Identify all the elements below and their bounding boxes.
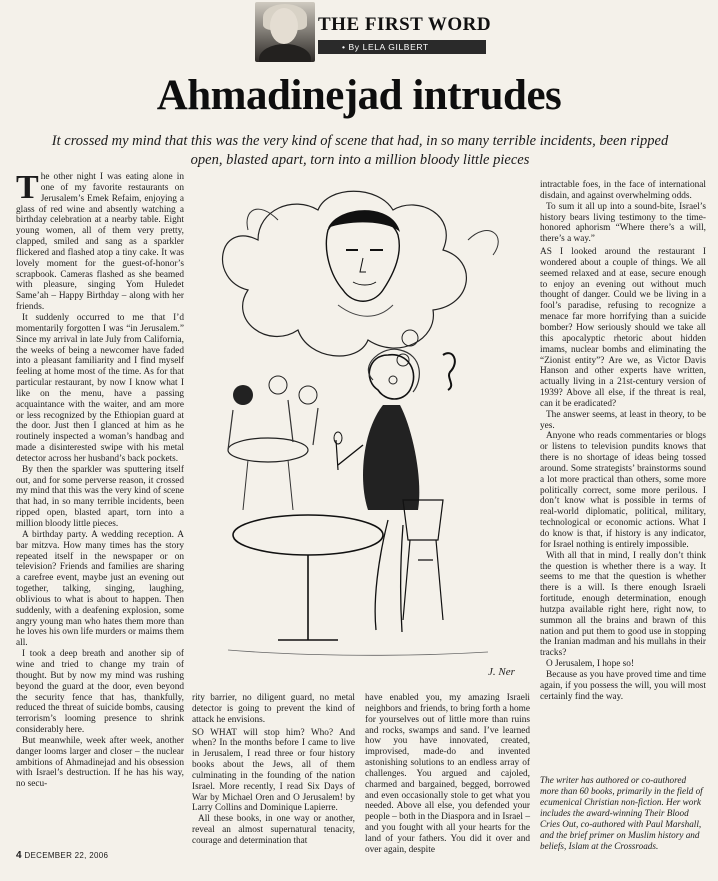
paragraph: By then the sparkler was sputtering itself out, and for some perverse reason, it crossed my mind that this was the very kind of scene that had, in so many terrible incidents, been ripped open, blasted apart, torn into a million bloody little pieces.: [16, 464, 184, 529]
paragraph: But meanwhile, week after week, another danger looms larger and closer – the nuclear ambitions of Ahmadinejad and his obsession with Israel’s destruction. If he has his way, no secu-: [16, 735, 184, 790]
issue-date: DECEMBER 22, 2006: [24, 851, 109, 860]
section-title: THE FIRST WORD: [318, 14, 492, 35]
paragraph: rity barrier, no diligent guard, no metal detector is going to prevent the kind of attack he envisions.: [192, 693, 355, 725]
article-column-1: [16, 169, 184, 790]
paragraph: O Jerusalem, I hope so!: [546, 659, 635, 670]
paragraph: With all that in mind, I really don’t think the question is whether there is a way. It seems to me that the question is whether there is a will. Is there enough Israeli fortitude, enough determination, enough hutzpa available right here, right now, to summon all the brains and brawn of this nation and put them to good use in stopping the Iranian madman and his mullahs in their tracks?: [540, 550, 706, 659]
page-number: 4: [16, 850, 22, 861]
illustration-signature: J. Ner: [488, 666, 515, 678]
paragraph: [16, 169, 184, 313]
paragraph: The answer seems, at least in theory, to be yes.: [540, 409, 706, 431]
author-bio-text: The writer has authored or co-authored more than 60 books, primarily in the field of ecumenical Christian non-fiction. Her work includes the award-winning Their Blood Cries Out, co-authored with Paul Marshall, and the brief primer on Muslim history and beliefs, Islam at the Crossroads.: [540, 775, 703, 851]
headline: Ahmadinejad intrudes: [156, 72, 562, 119]
article-column-4: [540, 180, 706, 703]
paragraph: To sum it all up into a sound-bite, Israel’s history bears living testimony to the time-honored aphorism “Where there’s a will, there’s a way.”: [540, 201, 706, 245]
article-column-3: [365, 693, 530, 856]
paragraph: intractable foes, in the face of international disdain, and against overwhelming odds.: [540, 180, 706, 201]
paragraph: have enabled you, my amazing Israeli neighbors and friends, to bring forth a home for yourselves out of little more than ruins and rocks, swamps and sand. I’ve learned how you have innovated, created, improvised, made-do and invented astonishing solutions to an endless array of challenges. You argued and cajoled, charmed and bargained, begged, borrowed and even occasionally stole to get what you needed. Above all else, you defended your people – both in the Diaspora and in Israel – and you fought with all your hearts for the land of your fathers. You did it over and over again, despite: [365, 693, 530, 855]
paragraph: A birthday party. A wedding reception. A bar mitzva. How many times has the story repeated itself in the newspaper or on television? Friends and families are sharing a carefree event, maybe just an evening out together, talking, singing, laughing, oblivious to what is about to happen. Then suddenly, with a deafening explosion, some angry young man who hates them more than he loves his own life murders or maims them all.: [16, 529, 184, 649]
drop-cap: T: [16, 169, 39, 206]
article-column-2: [192, 693, 355, 847]
author-photo: [255, 2, 315, 62]
byline: • By LELA GILBERT: [318, 40, 486, 54]
paragraph-text: he other night I was eating alone in one of my favorite restaurants on Jerusalem’s Emek Refaim, enjoying a glass of red wine and absently watching a birthday celebration at a nearby table. Eight young women, all of them very pretty, clapped, smiled and sang as a sparkler flickered and flashed atop a tiny cake. It was lovely moment for the guest-of-honor’s scrapbook. Cameras flashed as she beamed with pleasure, singing Yom Huledet Same’ah – Happy Birthday – along with her friends.: [16, 172, 184, 313]
deck: It crossed my mind that this was the very kind of scene that had, in so many terrible incidents, been ripped open, blasted apart, torn into a million bloody little pieces: [51, 133, 669, 168]
paragraph: Anyone who reads commentaries or blogs or listens to television pundits knows that there is no shortage of ideas being tossed around. Some strategists’ brainstorms sound a lot more practical than others, some more politically correct, some more perilous. I don’t know what is possible in terms of real-world diplomatic, political, military, technological or economic actions. What I do know is that, if history is any indicator, for Israel nothing is entirely impossible.: [540, 431, 706, 550]
paragraph: All these books, in one way or another, reveal an almost supernatural tenacity, courage and determination that: [192, 814, 355, 846]
paragraph: SO WHAT will stop him? Who? And when? In the months before I came to live in Jerusalem, I read three or four history books about the Jews, all of them culminating in the founding of the nation Israel. More recently, I read Six Days of War by Michael Oren and O Jerusalem! by Larry Collins and Dominique Lapierre.: [192, 727, 355, 814]
paragraph: Because as you have proved time and time again, if you possess the will, you will most certainly find the way.: [540, 669, 706, 702]
illustration: [188, 180, 533, 685]
page-footer: [16, 850, 108, 861]
paragraph: I took a deep breath and another sip of wine and tried to change my train of thought. But by now my mind was rushing beyond the guard at the door, even beyond the security fence that has, thankfully, reduced the threat of suicide bombs, causing terrorism’s looming presence to shrink considerably here.: [16, 649, 184, 736]
author-bio: [540, 775, 704, 852]
paragraph: It suddenly occurred to me that I’d momentarily forgotten I was “in Jerusalem.” Since my arrival in late July from California, the weeks of being a newcomer have faded into a pleasant familiarity and I find myself feeling at home most of the time. As for that particular restaurant, by now I know what I like on the menu, have a passing acquaintance with the waiter, and am more or less recognized by the Ethiopian guard at the door. Just then I glanced at him as he routinely inspected a woman’s handbag and made a disinterested swipe with his metal detector across her husband’s back pockets.: [16, 312, 184, 464]
paragraph: AS I looked around the restaurant I wondered about a couple of things. We all seemed relaxed and at ease, secure enough to enjoy an evening out without much thought of danger. Could we be living in a fool’s paradise, refusing to recognize a menace far more horrifying than a suicide bomber? How seriously should we take all this apocalyptic rhetoric about hidden imams, nuclear bombs and eliminating the “Zionist entity”? Are we, as Victor Davis Hanson and other experts have written, actually living in a 21st-century version of 1939? Above all else, if the threat is real, can it be eradicated?: [540, 247, 706, 409]
